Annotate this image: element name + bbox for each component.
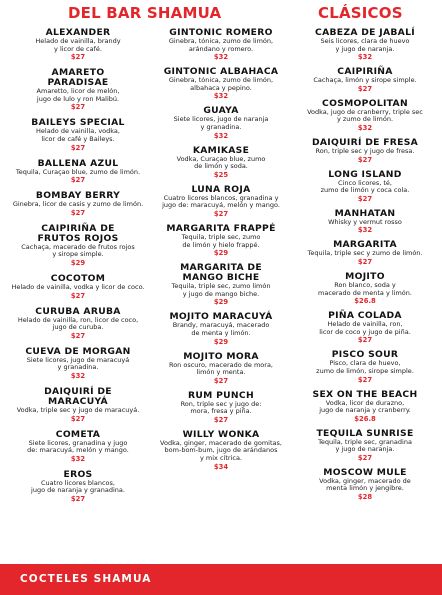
- menu-item: [150, 263, 292, 306]
- menu-item-price: $26.8: [354, 414, 376, 423]
- menu-item-price: $27: [357, 155, 373, 164]
- menu-item-price: $34: [213, 462, 229, 471]
- menu-item-price: $32: [70, 454, 86, 463]
- menu-item: [292, 272, 438, 305]
- menu-item-price: $32: [70, 371, 86, 380]
- menu-item: [6, 430, 150, 463]
- menu-item-price: $27: [70, 291, 86, 300]
- menu-item-price: $27: [213, 415, 229, 424]
- menu-item-name: SEX ON THE BEACH: [312, 388, 418, 400]
- header-clasicos: CLÁSICOS: [318, 4, 403, 22]
- header-del-bar-shamua: DEL BAR SHAMUA: [68, 4, 222, 22]
- menu-item-price: $27: [70, 176, 86, 185]
- menu-item: [6, 224, 150, 267]
- menu-item: [292, 240, 438, 266]
- menu-item-price: $27: [357, 257, 373, 266]
- menu-item: [6, 347, 150, 380]
- menu-item-price: $32: [213, 92, 229, 101]
- menu-item-price: $27: [70, 103, 86, 112]
- menu-item-name: MOJITO MARACUYÁ: [169, 311, 273, 323]
- menu-item-price: $27: [357, 375, 373, 384]
- menu-column-2: [150, 28, 292, 477]
- menu-item-description: Ron, triple sec y jugo de fresa.: [315, 146, 415, 155]
- menu-item: [150, 312, 292, 345]
- menu-item: [150, 67, 292, 100]
- menu-item-name: GINTONIC ROMERO: [169, 27, 273, 38]
- menu-item-description: Brandy, maracuyá, macerado de menta y limón.: [172, 321, 270, 337]
- menu-item: [150, 352, 292, 385]
- menu-item-description: Ron blanco, soda y macerado de menta y limón.: [318, 280, 412, 297]
- menu-item-price: $27: [70, 53, 86, 62]
- menu-item-description: Helado de vainilla, brandy y licor de café.: [35, 37, 121, 53]
- menu-item-description: Siete licores, granadina y jugo de: maracuyá, melón y mango.: [27, 438, 129, 455]
- menu-item: [292, 138, 438, 164]
- menu-item-description: Ron oscuro, macerado de mora, limón y menta.: [168, 360, 274, 377]
- section-headers: [0, 4, 442, 24]
- menu-item-name: WILLY WONKA: [182, 428, 260, 440]
- menu-item-description: Tequila, triple sec y zumo de limón.: [307, 249, 423, 258]
- menu-item-description: Cachaça, macerado de frutos rojos y sirope simple.: [21, 242, 135, 259]
- menu-item-price: $27: [213, 209, 229, 218]
- menu-item-description: Cachaça, limón y sirope simple.: [313, 76, 417, 85]
- menu-item: [6, 159, 150, 185]
- menu-item-name: DAIQUIRÍ DE MARACUYÁ: [44, 385, 112, 407]
- menu-item-name: TEQUILA SUNRISE: [316, 427, 414, 439]
- menu-item-price: $29: [213, 337, 229, 346]
- menu-item: [292, 390, 438, 423]
- menu-item-name: EROS: [63, 468, 93, 480]
- menu-item-price: $32: [357, 226, 373, 235]
- menu-item-description: Vodka, jugo de cranberry, triple sec y zumo de limón.: [307, 107, 423, 124]
- menu-item-description: Ginebra, tónica, zumo de limón, albahaca y pepino.: [168, 76, 274, 92]
- menu-column-1: [6, 28, 150, 510]
- menu-item-price: $32: [213, 53, 229, 62]
- menu-item-description: Siete licores, jugo de maracuyá y granadina.: [26, 355, 130, 372]
- menu-item: [150, 106, 292, 139]
- menu-item-price: $27: [357, 336, 373, 345]
- menu-item-name: BAILEYS SPECIAL: [31, 117, 125, 129]
- menu-item-description: Vodka, licor de durazno, jugo de naranja y cranberry.: [319, 398, 411, 415]
- menu-item-name: LONG ISLAND: [328, 168, 402, 180]
- menu-item: [292, 468, 438, 501]
- menu-item: [292, 67, 438, 93]
- menu-item-price: $27: [357, 84, 373, 93]
- menu-item-price: $32: [213, 131, 229, 140]
- menu-item-description: Tequila, triple sec, zumo limón y jugo de mango biche.: [171, 282, 271, 298]
- menu-item: [150, 391, 292, 424]
- menu-item-price: $26.8: [354, 297, 376, 306]
- menu-column-3: [292, 28, 438, 507]
- menu-item-name: MOSCOW MULE: [323, 466, 407, 478]
- menu-item: [292, 28, 438, 61]
- menu-item-description: Seis licores, clara de huevo y jugo de naranja.: [320, 37, 410, 53]
- menu-item: [6, 307, 150, 340]
- menu-item: [150, 430, 292, 471]
- menu-item-description: Ginebra, licor de casis y zumo de limón.: [12, 200, 144, 209]
- menu-item: [6, 191, 150, 217]
- menu-item: [292, 209, 438, 235]
- menu-item-description: Vodka, ginger, macerado de gomitas, bom-bom-bum, jugo de arándanos y mix cítrica.: [160, 438, 282, 463]
- menu-item: [6, 28, 150, 61]
- menu-item-name: AMARETO PARADISAE: [47, 67, 109, 89]
- menu-item-name: BALLENA AZUL: [37, 157, 119, 169]
- menu-item-description: Ron, triple sec y jugo de: mora, fresa y piña.: [180, 399, 262, 416]
- menu-item-name: MARGARITA FRAPPÉ: [166, 222, 276, 234]
- menu-item-name: COSMOPOLITAN: [322, 97, 408, 109]
- menu-item-name: PISCO SOUR: [331, 349, 399, 361]
- menu-item-name: MARGARITA DE MANGO BICHE: [180, 262, 262, 284]
- menu-item-name: BOMBAY BERRY: [35, 190, 121, 202]
- menu-item-description: Cuatro licores blancos, jugo de naranja y granadina.: [31, 478, 125, 495]
- menu-item: [292, 350, 438, 383]
- menu-item-name: MARGARITA: [333, 239, 397, 251]
- footer-label: COCTELES SHAMUA: [20, 573, 152, 585]
- menu-item: [292, 429, 438, 462]
- menu-item-name: GINTONIC ALBAHACA: [163, 66, 279, 78]
- menu-item: [6, 68, 150, 111]
- menu-item-price: $27: [70, 331, 86, 340]
- menu-item-name: MOJITO: [345, 270, 385, 282]
- menu-item-description: Whisky y vermut rosso: [328, 217, 402, 226]
- menu-item-price: $27: [70, 143, 86, 152]
- menu-item-name: RUM PUNCH: [188, 389, 254, 401]
- menu-item-price: $27: [357, 453, 373, 462]
- menu-item-description: Cinco licores, té, zumo de limón y coca cola.: [320, 178, 410, 195]
- menu-item-price: $27: [70, 208, 86, 217]
- menu-item-name: CAIPIRIÑA: [337, 66, 393, 78]
- menu-item-description: Cuatro licores blancos, granadina y jugo de: maracuyá, melón y mango.: [162, 193, 280, 210]
- menu-item-price: $27: [70, 494, 86, 503]
- menu-item-name: PIÑA COLADA: [328, 310, 402, 322]
- menu-item-price: $27: [70, 414, 86, 423]
- menu-item-description: Vodka, Curaçao blue, zumo de limón y soda.: [176, 154, 266, 171]
- menu-item-price: $28: [357, 493, 373, 502]
- menu-item: [292, 170, 438, 203]
- menu-item-description: Siete licores, jugo de naranja y granadina.: [173, 115, 269, 131]
- menu-item-name: KAMIKASE: [192, 144, 250, 156]
- menu-item: [150, 146, 292, 179]
- menu-item: [6, 470, 150, 503]
- menu-item-description: Amaretto, licor de melón, jugo de lulo y ron Malibú.: [36, 87, 120, 103]
- menu-item-price: $27: [213, 376, 229, 385]
- menu-item: [150, 224, 292, 257]
- menu-item-name: CURUBA ARUBA: [35, 305, 121, 317]
- menu-item-price: $29: [70, 258, 86, 267]
- menu-item-name: GUAYA: [203, 105, 239, 117]
- menu-item-name: COCOTOM: [50, 272, 106, 284]
- menu-item-name: DAIQUIRÍ DE FRESA: [311, 136, 419, 148]
- menu-item-price: $27: [357, 194, 373, 203]
- menu-item-name: COMETA: [55, 428, 101, 440]
- menu-item-name: MANHATAN: [334, 207, 396, 219]
- menu-item-price: $29: [213, 298, 229, 307]
- menu-item: [150, 28, 292, 61]
- menu-item-description: Vodka, triple sec y jugo de maracuyá.: [16, 405, 140, 414]
- menu-item-price: $29: [213, 249, 229, 258]
- menu-item-name: ALEXANDER: [45, 27, 111, 38]
- menu-item: [150, 185, 292, 218]
- menu-item-name: CUEVA DE MORGAN: [25, 345, 131, 357]
- menu-item-description: Tequila, Curaçao blue, zumo de limón.: [15, 167, 141, 176]
- menu-item: [292, 99, 438, 132]
- menu-item-name: CAIPIRIÑA DE FRUTOS ROJOS: [37, 222, 119, 244]
- menu-item: [6, 118, 150, 151]
- menu-item-description: Ginebra, tónica, zumo de limón, arándano y romero.: [168, 37, 274, 53]
- footer-banner: [0, 564, 442, 595]
- menu-item: [6, 387, 150, 423]
- menu-item-description: Tequila, triple sec, zumo de limón y hielo frappé.: [181, 232, 261, 249]
- menu-item-description: Tequila, triple sec, granadina y jugo de naranja.: [318, 437, 412, 454]
- menu-item-description: Pisco, clara de huevo, zumo de limón, sirope simple.: [316, 359, 414, 375]
- menu-item-price: $32: [357, 53, 373, 62]
- menu-item-price: $25: [213, 170, 229, 179]
- menu-item-description: Helado de vainilla, ron, licor de coco y jugo de piña.: [319, 320, 411, 336]
- menu-item-description: Helado de vainilla, ron, licor de coco, jugo de curuba.: [17, 315, 139, 332]
- menu-item-name: CABEZA DE JABALÍ: [315, 27, 415, 38]
- menu-item-name: MOJITO MORA: [183, 350, 259, 362]
- menu-item-description: Helado de vainilla, vodka y licor de coco.: [11, 282, 145, 291]
- menu-item-description: Helado de vainilla, vodka, licor de café y Baileys.: [36, 127, 120, 143]
- menu-item: [292, 311, 438, 344]
- menu-item-description: Vodka, ginger, macerado de menta limón y jengibre.: [319, 476, 411, 493]
- menu-item: [6, 274, 150, 300]
- menu-item-price: $32: [357, 123, 373, 132]
- menu-item-name: LUNA ROJA: [191, 183, 251, 195]
